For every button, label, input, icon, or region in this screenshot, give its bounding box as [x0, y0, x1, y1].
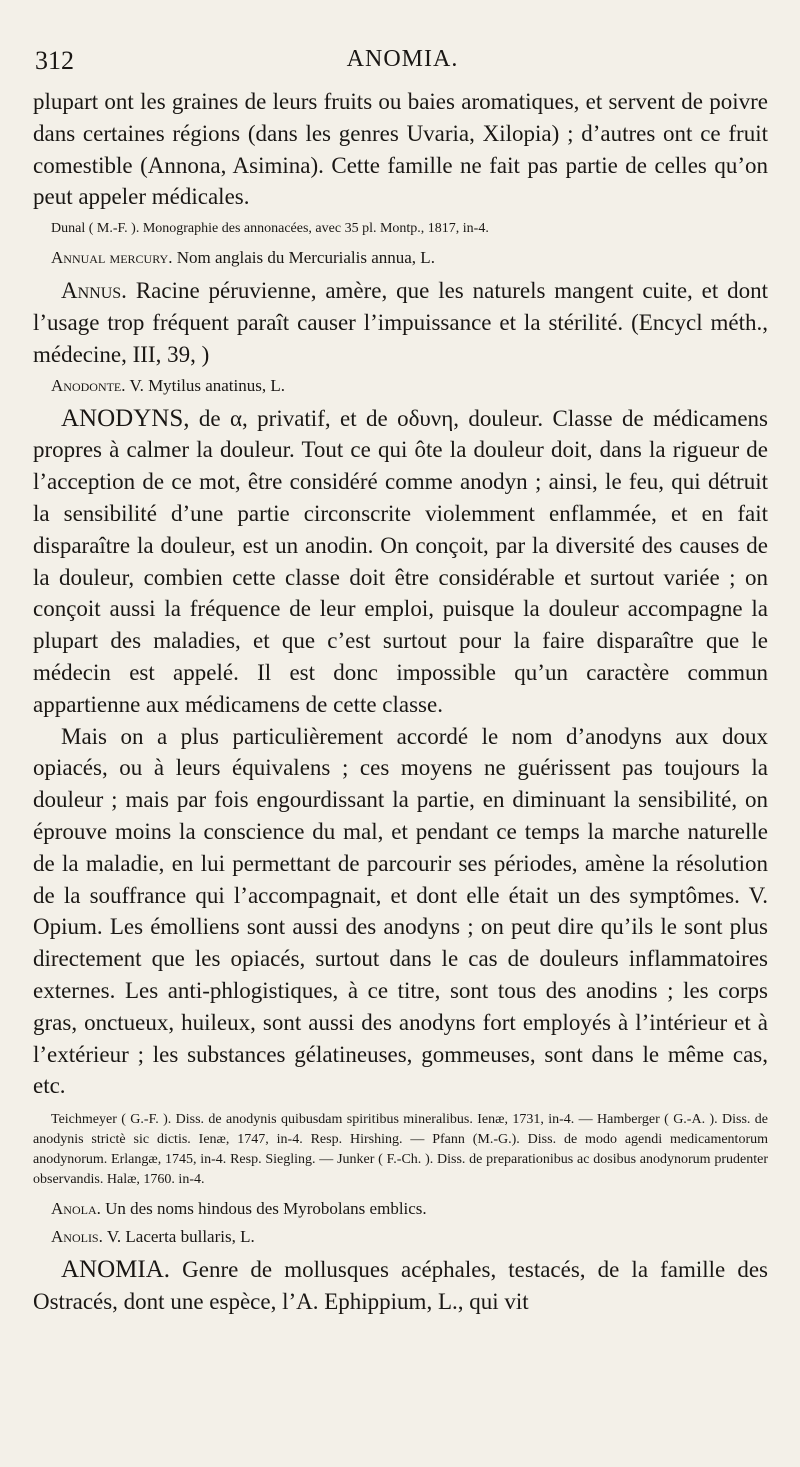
- entry-anola: Anola. Un des noms hindous des Myrobolans emblics.: [51, 1199, 427, 1219]
- running-head: ANOMIA.: [346, 46, 459, 72]
- entry-anodyns: ANODYNS, de α, privatif, et de οδυνη, douleur. Classe de médicamens propres à calmer la douleur. Tout ce qui ôte la douleur doit, dans la rigueur de l’acception de ce mot, être considéré comme anodyn ; ainsi, le feu, qui détruit la sensibilité d’une partie circonscrite violemment enflammée, et en fait disparaître la douleur, est un anodin. On conçoit, par la diversité des causes de la douleur, combien cette classe doit être considérable et surtout variée ; on conçoit aussi la fréquence de leur emploi, puisque la douleur accompagne la plupart des maladies, et que c’est surtout pour la faire disparaître que le médecin est appelé. Il est donc impossible qu’un caractère commun appartienne aux médicamens de cette classe.: [33, 404, 768, 717]
- page-body: [33, 86, 768, 1318]
- reference-anodyns: Teichmeyer ( G.-F. ). Diss. de anodynis quibusdam spiritibus mineralibus. Ienæ, 1731, in-4. — Hamberger ( G.-A. ). Diss. de anodynis strictè sic dictis. Ienæ, 1747, in-4. Resp. Hirshing. — Pfann (M.-G.). Diss. de modo agendi medicamentorum anodynorum. Erlangæ, 1745, in-4. Resp. Siegling. — Junker ( F.-Ch. ). Diss. de preparationibus ac dosibus anodynorum prudenter observandis. Halæ, 1760. in-4.: [33, 1112, 768, 1188]
- entry-anodonte: Anodonte. V. Mytilus anatinus, L.: [51, 375, 286, 395]
- entry-annual-mercury: Annual mercury. Nom anglais du Mercurialis annua, L.: [51, 248, 435, 268]
- entry-anomia: ANOMIA. Genre de mollusques acéphales, testacés, de la famille des Ostracés, dont une espèce, l’A. Ephippium, L., qui vit: [33, 1256, 768, 1314]
- entry-headword: ANOMIA.: [61, 1256, 171, 1284]
- entry-annus: Annus. Racine péruvienne, amère, que les naturels mangent cuite, et dont l’usage trop fréquent paraît causer l’impuissance et la stérilité. (Encycl méth., médecine, III, 39, ): [33, 278, 769, 367]
- reference-dunal: Dunal ( M.-F. ). Monographie des annonacées, avec 35 pl. Montp., 1817, in-4.: [51, 221, 489, 237]
- entry-headword: ANODYNS,: [61, 404, 190, 432]
- entry-anolis: Anolis. V. Lacerta bullaris, L.: [51, 1227, 255, 1247]
- entry-headword: Anolis.: [51, 1227, 103, 1247]
- entry-headword: Annual mercury.: [51, 248, 173, 268]
- entry-headword: Annus.: [61, 278, 127, 304]
- entry-headword: Anola.: [51, 1199, 101, 1219]
- paragraph-continuation: plupart ont les graines de leurs fruits ou baies aromatiques, et servent de poivre dans certaines régions (dans les genres Uvaria, Xilopia) ; d’autres ont ce fruit comestible (Annona, Asimina). Cette famille ne fait pas partie de celles qu’on peut appeler médicales.: [33, 89, 768, 210]
- paragraph-anodyns-2: Mais on a plus particulièrement accordé le nom d’anodyns aux doux opiacés, ou à leurs équivalens ; ces moyens ne guérissent pas toujours la douleur ; mais par fois engourdissant la partie, en diminuant la sensibilité, on éprouve moins la conscience du mal, et pendant ce temps la marche naturelle de la maladie, en lui permettant de parcourir ses périodes, amène la résolution de la souffrance qui l’accompagnait, et dont elle était un des symptômes. V. Opium. Les émolliens sont aussi des anodyns ; on peut dire qu’ils le sont plus directement que les opiacés, surtout dans le cas de douleurs inflammatoires externes. Les anti-phlogistiques, à ce titre, sont tous des anodins ; les corps gras, onctueux, huileux, sont aussi des anodyns fort employés à l’intérieur et à l’extérieur ; les substances gélatineuses, gommeuses, sont dans le même cas, etc.: [33, 723, 768, 1099]
- page-header: [35, 46, 770, 86]
- entry-headword: Anodonte.: [51, 375, 126, 395]
- page-number: 312: [35, 46, 74, 75]
